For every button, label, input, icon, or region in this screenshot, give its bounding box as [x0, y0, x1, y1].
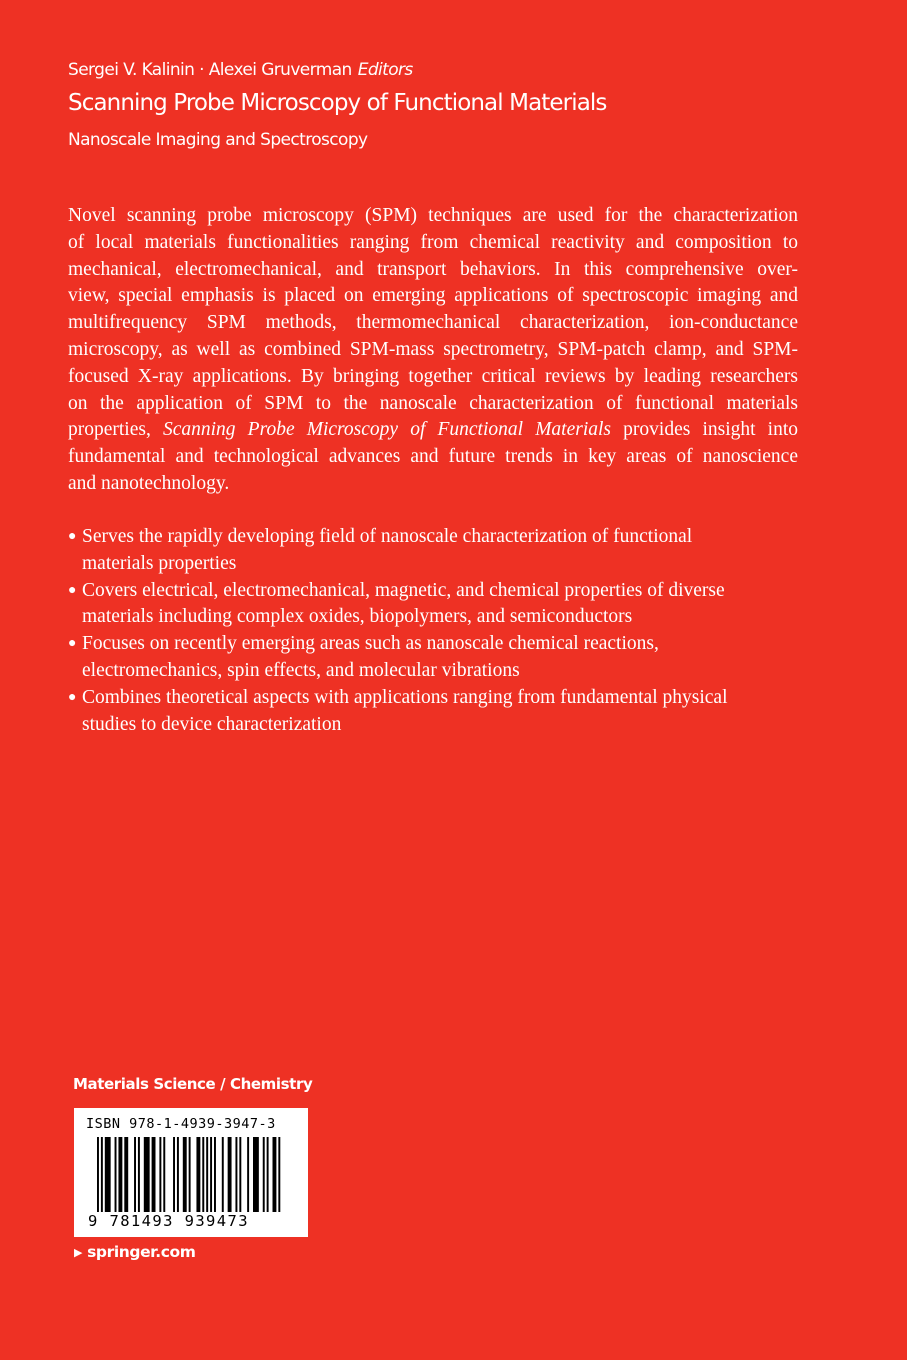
- barcode-bar: [253, 1137, 259, 1212]
- barcode-bar: [222, 1137, 224, 1212]
- description-line: multifrequency SPM methods, thermomechanical characterization, ion-conductance: [68, 312, 798, 334]
- barcode-bar: [163, 1137, 165, 1212]
- barcode-bar: [278, 1137, 280, 1212]
- bullet-icon: ●: [68, 582, 77, 598]
- barcode-bar: [235, 1137, 237, 1212]
- editors-line: [68, 60, 413, 80]
- barcode-bar: [239, 1137, 241, 1212]
- text: studies to device characterization: [82, 713, 342, 735]
- text: materials properties: [82, 552, 237, 574]
- description: [68, 203, 808, 498]
- feature-list: [68, 524, 808, 738]
- barcode-bar: [210, 1137, 212, 1212]
- text: Serves the rapidly developing field of nanoscale characterization of functional: [82, 526, 693, 547]
- text: properties,: [68, 419, 163, 441]
- description-line: fundamental and technological advances and future trends in key areas of nanoscience: [68, 446, 798, 468]
- description-line: on the application of SPM to the nanoscale characterization of functional materials: [68, 392, 798, 414]
- description-line: of local materials functionalities ranging from chemical reactivity and composition to: [68, 231, 798, 253]
- barcode-bar: [144, 1137, 150, 1212]
- barcode-bar: [115, 1137, 117, 1212]
- text: Focuses on recently emerging areas such as nanoscale chemical reactions,: [82, 633, 659, 655]
- barcode-bar: [263, 1137, 265, 1212]
- barcode-bar: [206, 1137, 208, 1212]
- barcode-digits: 9 781493 939473: [88, 1212, 249, 1230]
- bullet-icon: ●: [68, 689, 77, 705]
- play-arrow-icon: ▶: [74, 1246, 83, 1259]
- barcode-bar: [183, 1137, 187, 1212]
- barcode-bar: [152, 1137, 156, 1212]
- barcode-bar: [247, 1137, 249, 1212]
- barcode-bar: [228, 1137, 232, 1212]
- barcode-bar: [138, 1137, 140, 1212]
- book-title-italic: Scanning Probe Microscopy of Functional Materials: [162, 419, 612, 441]
- feature-item: [68, 685, 808, 739]
- description-line: and nanotechnology.: [68, 472, 230, 494]
- barcode-bar: [134, 1137, 136, 1212]
- text: Covers electrical, electromechanical, magnetic, and chemical properties of diverse: [82, 579, 725, 601]
- barcode-bar: [202, 1137, 204, 1212]
- barcode-bar: [267, 1137, 269, 1212]
- description-line: microscopy, as well as combined SPM-mass spectrometry, SPM-patch clamp, and SPM-: [68, 338, 798, 360]
- description-line: [68, 417, 798, 444]
- barcode-bar: [124, 1137, 128, 1212]
- barcode-bar: [196, 1137, 200, 1212]
- barcode-bar: [189, 1137, 191, 1212]
- description-line: Novel scanning probe microscopy (SPM) techniques are used for the characterization: [68, 205, 798, 226]
- subject-category: Materials Science / Chemistry: [73, 1075, 313, 1093]
- description-line: focused X-ray applications. By bringing together critical reviews by leading researchers: [68, 365, 798, 387]
- bullet-icon: ●: [68, 529, 77, 544]
- text: provides insight into: [611, 419, 798, 441]
- book-subtitle: Nanoscale Imaging and Spectroscopy: [68, 130, 368, 150]
- barcode-bar: [105, 1137, 111, 1212]
- barcode-bar: [101, 1137, 103, 1212]
- feature-item: [68, 578, 808, 632]
- barcode-bar: [97, 1137, 99, 1212]
- feature-item: [68, 631, 808, 685]
- barcode-bar: [214, 1137, 216, 1212]
- book-title: Scanning Probe Microscopy of Functional Materials: [68, 90, 607, 116]
- barcode-bar: [159, 1137, 161, 1212]
- barcode-bar: [177, 1137, 179, 1212]
- description-line: mechanical, electromechanical, and transport behaviors. In this comprehensive over-: [68, 258, 798, 280]
- text: electromechanics, spin effects, and molecular vibrations: [82, 659, 520, 681]
- feature-item: [68, 524, 808, 578]
- description-line: view, special emphasis is placed on emerging applications of spectroscopic imaging and: [68, 285, 798, 307]
- publisher-url: springer.com: [87, 1243, 196, 1261]
- barcode-bar: [173, 1137, 175, 1212]
- editors-role: Editors: [357, 60, 413, 80]
- text: materials including complex oxides, biopolymers, and semiconductors: [82, 606, 633, 628]
- barcode-bar: [118, 1137, 122, 1212]
- barcode-bar: [273, 1137, 277, 1212]
- isbn-barcode: [74, 1108, 308, 1237]
- text: Combines theoretical aspects with applications ranging from fundamental physical: [82, 686, 728, 708]
- isbn-text: ISBN 978-1-4939-3947-3: [86, 1116, 276, 1132]
- editors-names: Sergei V. Kalinin · Alexei Gruverman: [68, 60, 352, 80]
- publisher-link[interactable]: [74, 1243, 196, 1261]
- bullet-icon: ●: [68, 636, 77, 652]
